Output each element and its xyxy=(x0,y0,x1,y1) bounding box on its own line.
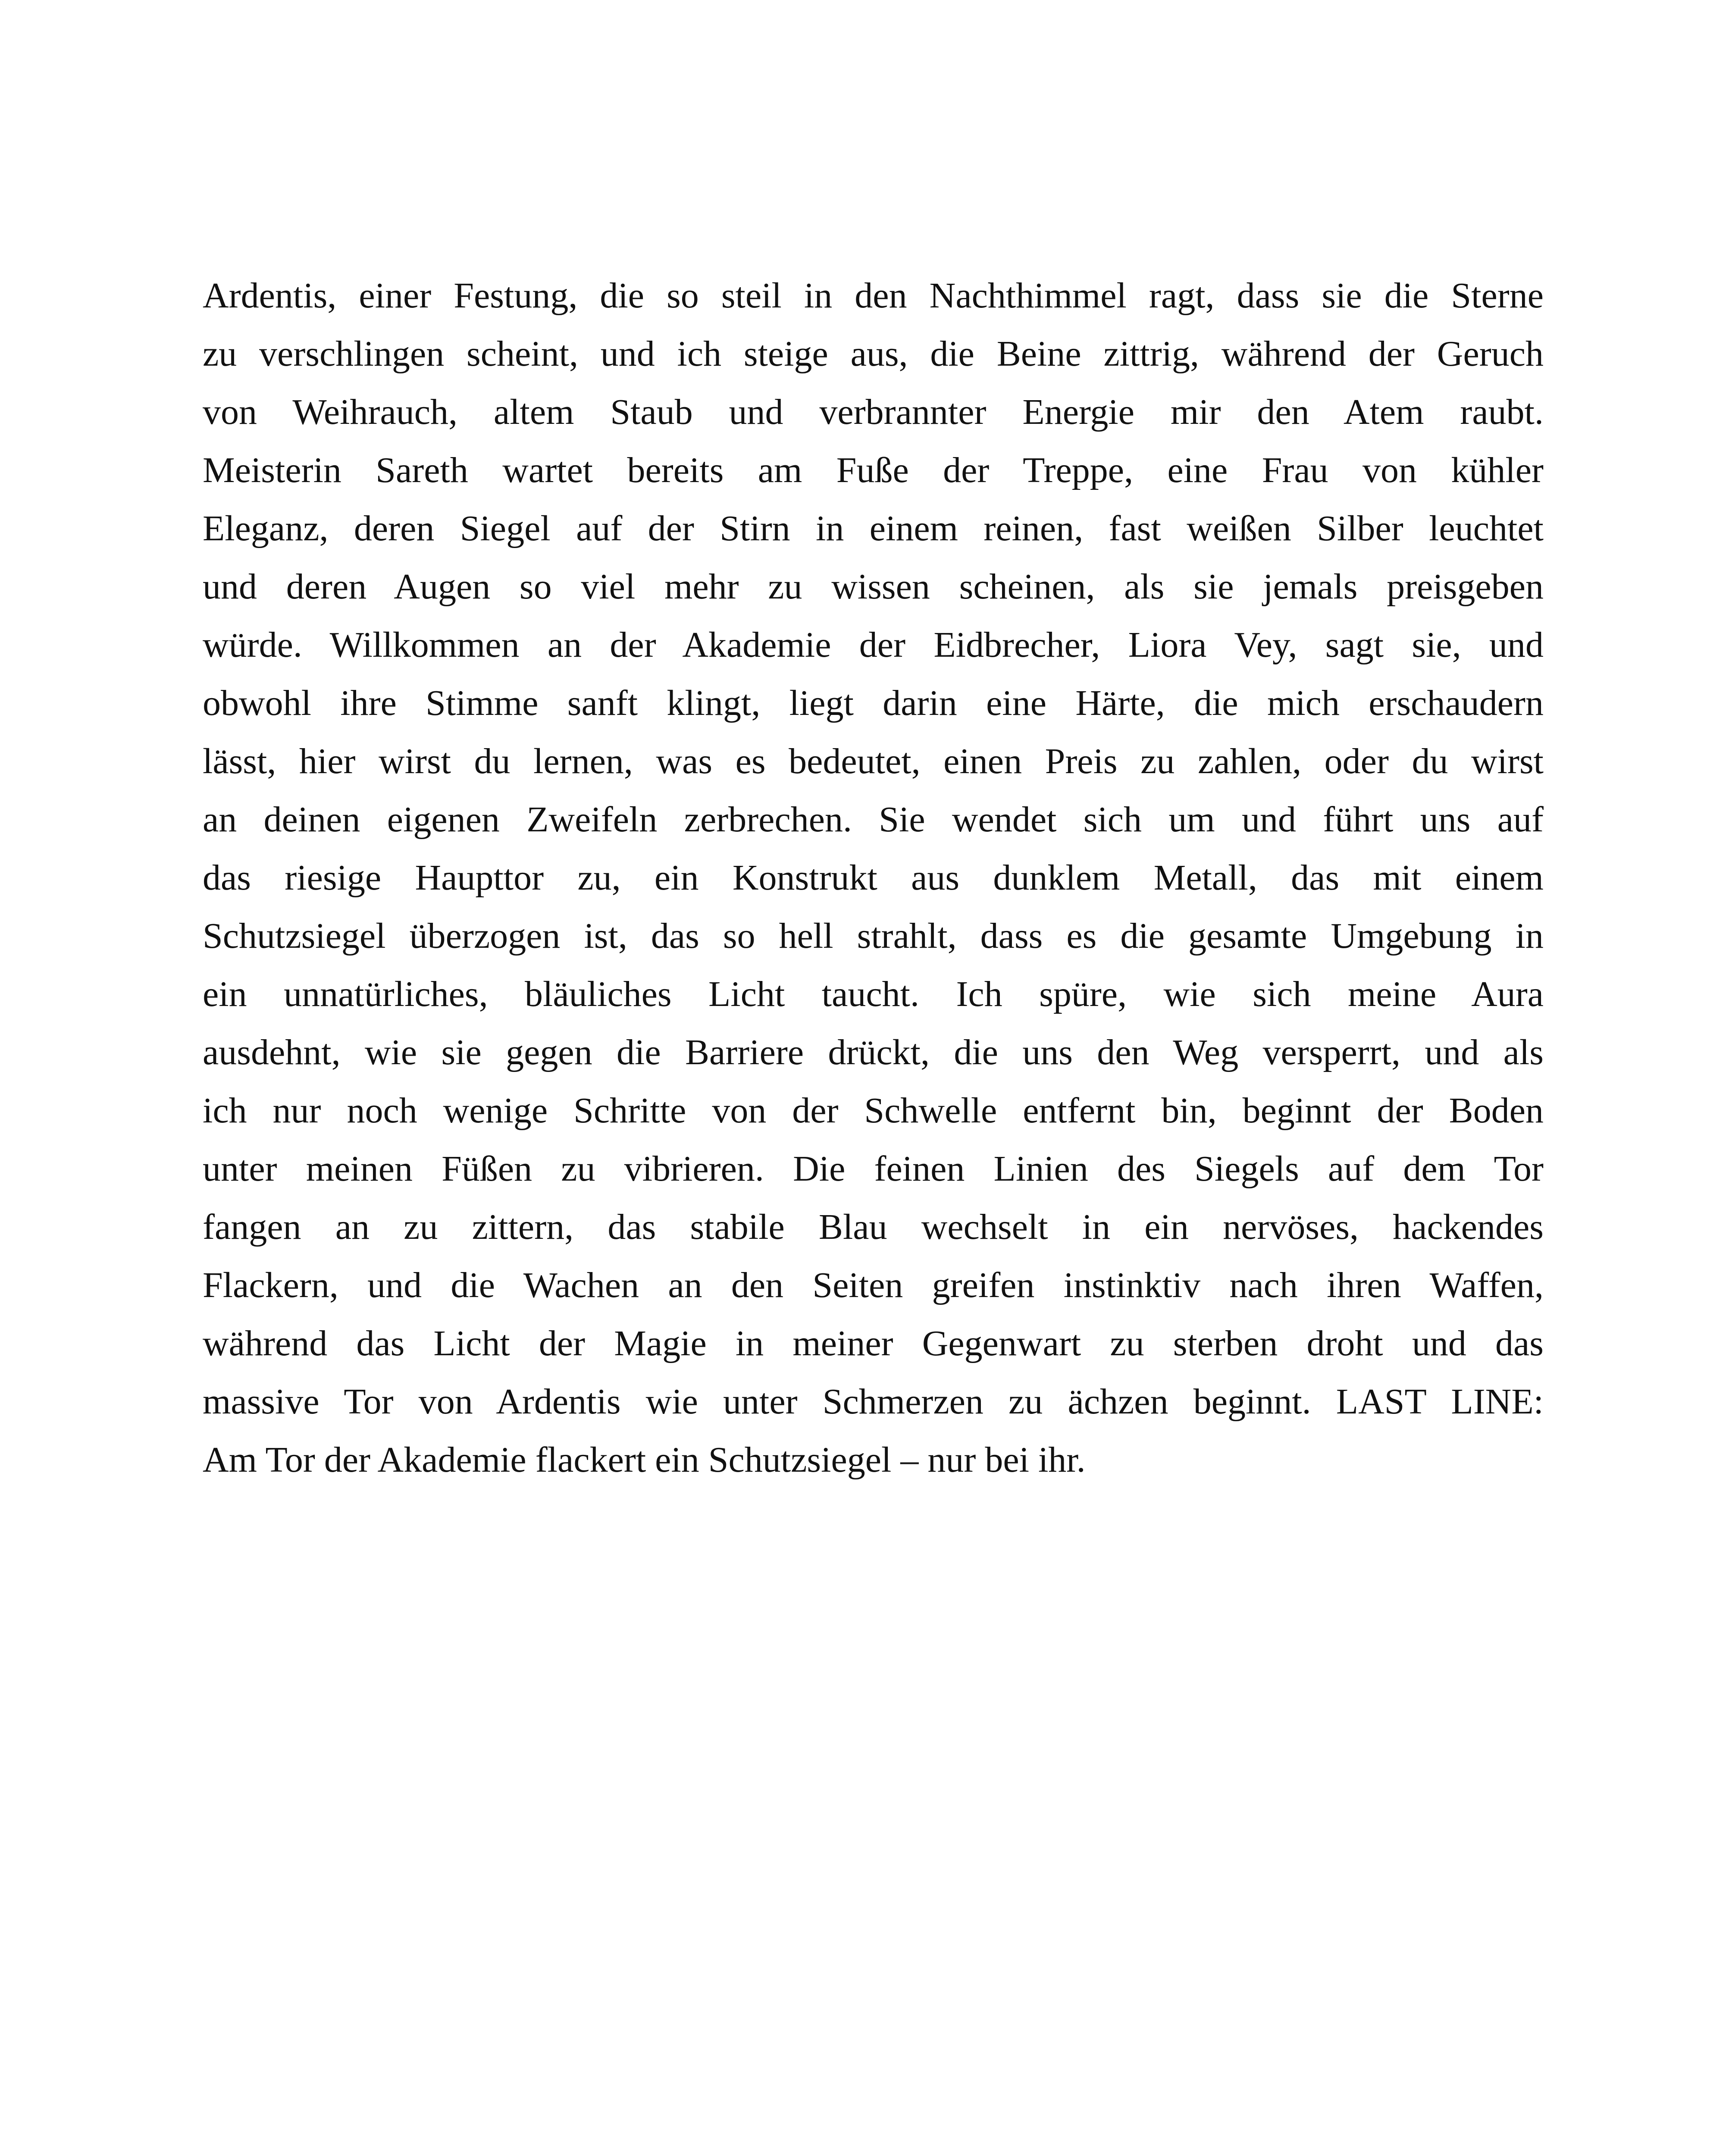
text-line: während das Licht der Magie in meiner Gegenwart zu sterben droht und das xyxy=(203,1323,1544,1363)
text-line: massive Tor von Ardentis wie unter Schmerzen zu ächzen beginnt. LAST LINE: xyxy=(203,1382,1544,1422)
text-line: ich nur noch wenige Schritte von der Schwelle entfernt bin, beginnt der Boden xyxy=(203,1091,1544,1131)
text-line: zu verschlingen scheint, und ich steige aus, die Beine zittrig, während der Geruch xyxy=(203,334,1544,374)
text-line: Eleganz, deren Siegel auf der Stirn in einem reinen, fast weißen Silber leuchtet xyxy=(203,508,1544,548)
body-paragraph xyxy=(203,266,1544,1489)
text-line: ausdehnt, wie sie gegen die Barriere drückt, die uns den Weg versperrt, und als xyxy=(203,1032,1544,1072)
text-line: würde. Willkommen an der Akademie der Eidbrecher, Liora Vey, sagt sie, und xyxy=(203,625,1544,665)
text-line: von Weihrauch, altem Staub und verbrannter Energie mir den Atem raubt. xyxy=(203,392,1544,432)
text-line: Ardentis, einer Festung, die so steil in den Nachthimmel ragt, dass sie die Sterne xyxy=(203,276,1544,316)
text-line: unter meinen Füßen zu vibrieren. Die feinen Linien des Siegels auf dem Tor xyxy=(203,1149,1544,1189)
text-line: an deinen eigenen Zweifeln zerbrechen. Sie wendet sich um und führt uns auf xyxy=(203,799,1544,840)
text-line: Schutzsiegel überzogen ist, das so hell strahlt, dass es die gesamte Umgebung in xyxy=(203,916,1544,956)
text-line: und deren Augen so viel mehr zu wissen scheinen, als sie jemals preisgeben xyxy=(203,567,1544,607)
text-line: lässt, hier wirst du lernen, was es bedeutet, einen Preis zu zahlen, oder du wirst xyxy=(203,741,1544,781)
text-line: fangen an zu zittern, das stabile Blau wechselt in ein nervöses, hackendes xyxy=(203,1207,1544,1247)
text-line: obwohl ihre Stimme sanft klingt, liegt darin eine Härte, die mich erschaudern xyxy=(203,683,1544,723)
text-line: Meisterin Sareth wartet bereits am Fuße der Treppe, eine Frau von kühler xyxy=(203,450,1544,490)
text-line: Flackern, und die Wachen an den Seiten greifen instinktiv nach ihren Waffen, xyxy=(203,1265,1544,1305)
text-line: das riesige Haupttor zu, ein Konstrukt aus dunklem Metall, das mit einem xyxy=(203,858,1544,898)
last-text-line: Am Tor der Akademie flackert ein Schutzsiegel – nur bei ihr. xyxy=(203,1440,1086,1480)
text-line: ein unnatürliches, bläuliches Licht taucht. Ich spüre, wie sich meine Aura xyxy=(203,974,1544,1014)
